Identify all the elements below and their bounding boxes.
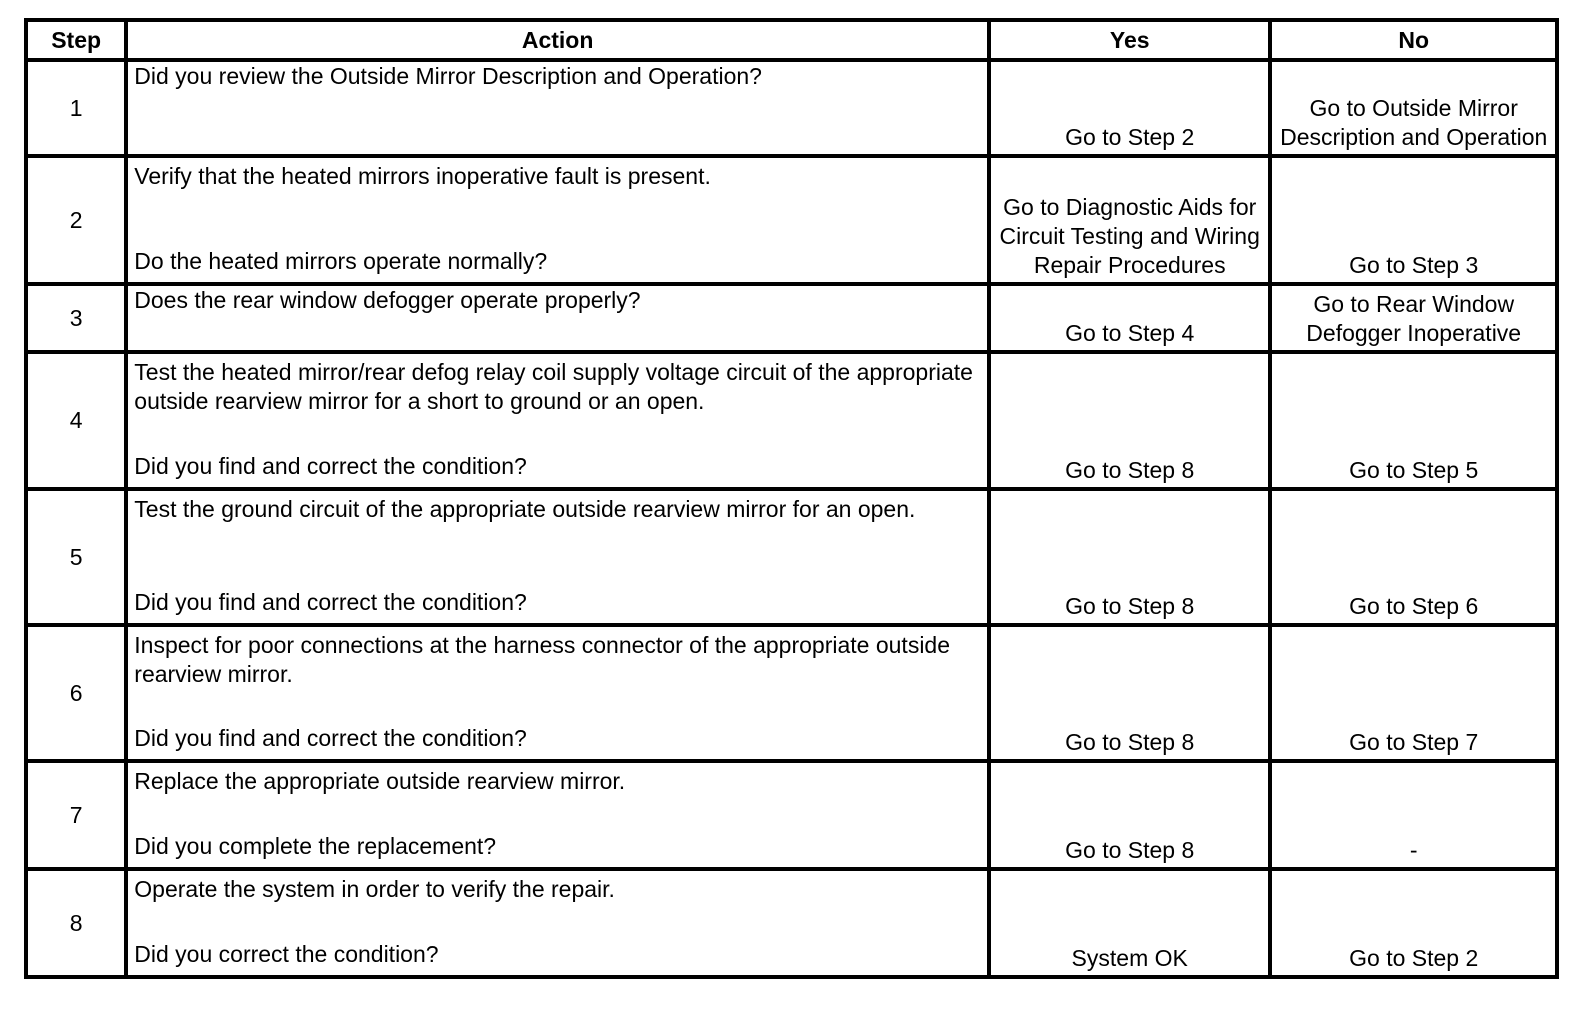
- action-instruction: Operate the system in order to verify the repair.: [134, 876, 615, 902]
- action-question: Do the heated mirrors operate normally?: [134, 248, 548, 274]
- header-step: Step: [26, 20, 126, 60]
- yes-outcome: Go to Step 2: [989, 60, 1270, 156]
- action-question: Did you find and correct the condition?: [134, 589, 527, 615]
- action-question: Does the rear window defogger operate properly?: [134, 287, 641, 313]
- step-number: 5: [26, 489, 126, 625]
- step-number: 8: [26, 869, 126, 977]
- action-instruction: Verify that the heated mirrors inoperative fault is present.: [134, 163, 711, 189]
- step-number: 7: [26, 761, 126, 869]
- action-instruction: Inspect for poor connections at the harness connector of the appropriate outside rearview mirror.: [134, 632, 951, 687]
- table-row: [26, 352, 1557, 489]
- yes-outcome: Go to Step 4: [989, 284, 1270, 352]
- yes-outcome: System OK: [989, 869, 1270, 977]
- header-row: [26, 20, 1557, 60]
- action-cell: [126, 60, 989, 156]
- table-row: [26, 156, 1557, 284]
- no-outcome: Go to Step 2: [1270, 869, 1557, 977]
- header-yes: Yes: [989, 20, 1270, 60]
- yes-outcome: Go to Step 8: [989, 625, 1270, 761]
- no-outcome: Go to Step 6: [1270, 489, 1557, 625]
- no-outcome: Go to Rear Window Defogger Inoperative: [1270, 284, 1557, 352]
- yes-outcome: Go to Diagnostic Aids for Circuit Testing and Wiring Repair Procedures: [989, 156, 1270, 284]
- action-instruction: Test the ground circuit of the appropriate outside rearview mirror for an open.: [134, 496, 916, 522]
- table-row: [26, 60, 1557, 156]
- action-question: Did you correct the condition?: [134, 941, 439, 967]
- no-outcome: Go to Outside Mirror Description and Operation: [1270, 60, 1557, 156]
- action-cell: [126, 284, 989, 352]
- action-cell: [126, 869, 989, 977]
- table-row: [26, 489, 1557, 625]
- action-cell: [126, 352, 989, 489]
- table-row: [26, 869, 1557, 977]
- action-cell: [126, 156, 989, 284]
- action-instruction: Test the heated mirror/rear defog relay coil supply voltage circuit of the appropriate outside rearview mirror for a short to ground or an open.: [134, 359, 973, 414]
- table-row: [26, 625, 1557, 761]
- action-cell: [126, 625, 989, 761]
- header-action: Action: [126, 20, 989, 60]
- header-no: No: [1270, 20, 1557, 60]
- yes-outcome: Go to Step 8: [989, 489, 1270, 625]
- action-question: Did you find and correct the condition?: [134, 725, 527, 751]
- step-number: 3: [26, 284, 126, 352]
- yes-outcome: Go to Step 8: [989, 352, 1270, 489]
- no-outcome: Go to Step 5: [1270, 352, 1557, 489]
- diagnostic-table: [24, 18, 1559, 979]
- no-outcome: Go to Step 3: [1270, 156, 1557, 284]
- step-number: 4: [26, 352, 126, 489]
- action-cell: [126, 489, 989, 625]
- table-row: [26, 284, 1557, 352]
- action-question: Did you review the Outside Mirror Description and Operation?: [134, 63, 762, 89]
- action-question: Did you find and correct the condition?: [134, 453, 527, 479]
- step-number: 6: [26, 625, 126, 761]
- action-cell: [126, 761, 989, 869]
- no-outcome: -: [1270, 761, 1557, 869]
- no-outcome: Go to Step 7: [1270, 625, 1557, 761]
- action-question: Did you complete the replacement?: [134, 833, 497, 859]
- action-instruction: Replace the appropriate outside rearview mirror.: [134, 768, 626, 794]
- table-row: [26, 761, 1557, 869]
- step-number: 1: [26, 60, 126, 156]
- step-number: 2: [26, 156, 126, 284]
- yes-outcome: Go to Step 8: [989, 761, 1270, 869]
